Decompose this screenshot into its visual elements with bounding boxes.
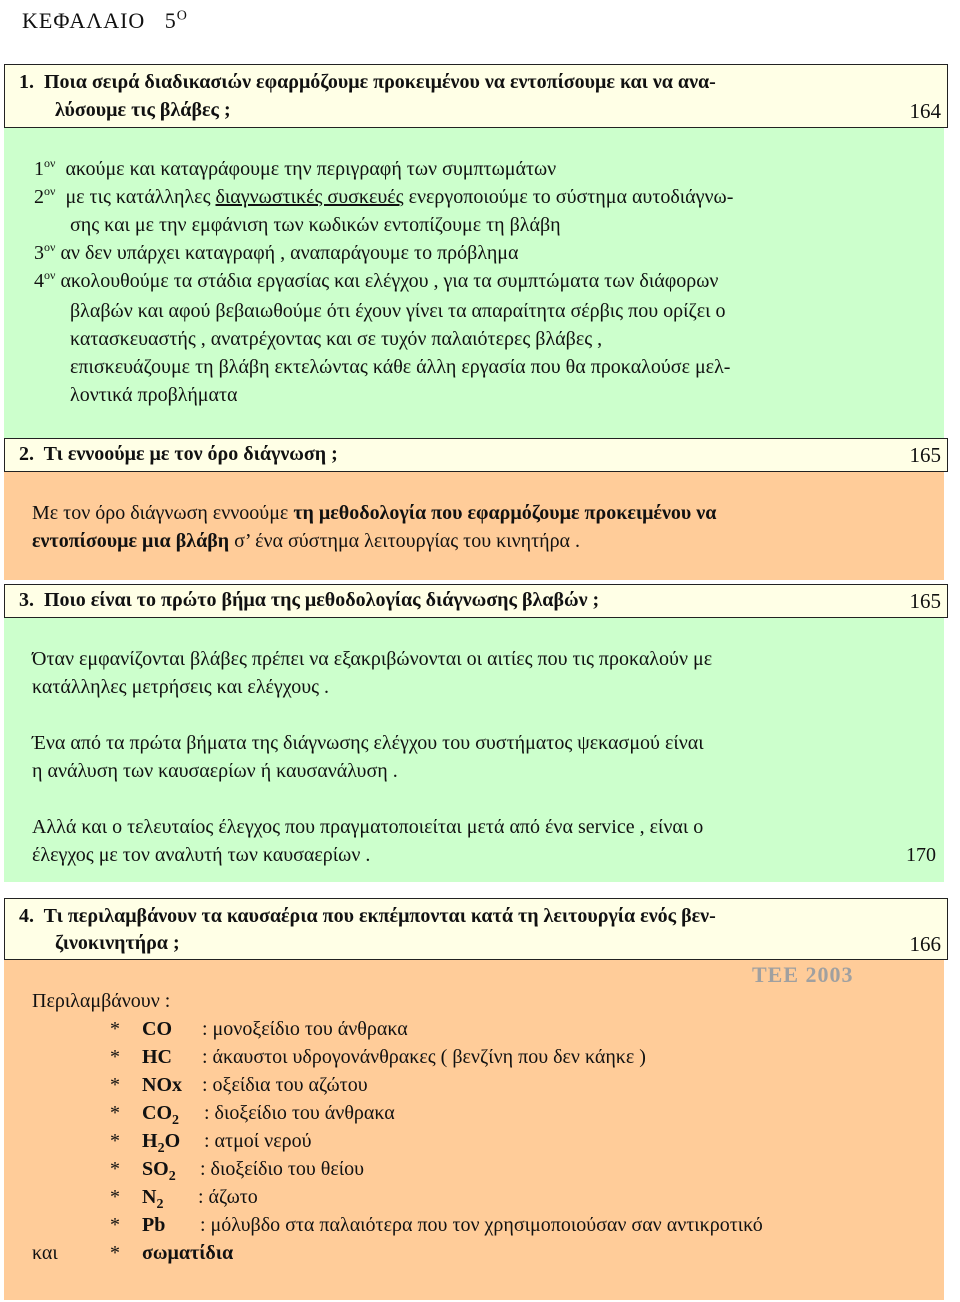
chapter-title xyxy=(22,8,188,34)
list-bullet: * xyxy=(110,1074,120,1096)
chapter-label: ΚΕΦΑΛΑΙΟ xyxy=(22,8,146,33)
list-bullet: * xyxy=(110,1158,120,1180)
list-bullet: * xyxy=(110,1242,120,1264)
list-bullet: * xyxy=(110,1214,120,1236)
emission-description: : άκαυστοι υδρογονάνθρακες ( βενζίνη που δεν κάηκε ) xyxy=(202,1046,646,1068)
emission-formula: Pb xyxy=(142,1214,166,1236)
emission-formula: $CO_2$ xyxy=(142,1102,179,1128)
answer-4-intro: Περιλαμβάνουν : xyxy=(32,990,171,1012)
list-bullet: * xyxy=(110,1102,120,1124)
question-4-line-1: 4. Τι περιλαμβάνουν τα καυσαέρια που εκπέμπονται κατά τη λειτουργία ενός βεν- xyxy=(19,905,716,927)
answer-3-line-6: έλεγχος με τον αναλυτή των καυσαερίων . xyxy=(32,844,371,866)
question-3-page: 165 xyxy=(909,589,941,613)
question-1-page: 164 xyxy=(909,99,941,123)
chapter-ordinal: Ο xyxy=(176,8,188,24)
answer-3-line-5: Αλλά και ο τελευταίος έλεγχος που πραγματοποιείται μετά από ένα service , είναι ο xyxy=(32,816,704,838)
list-bullet: * xyxy=(110,1046,120,1068)
answer-3-line-1: Όταν εμφανίζονται βλάβες πρέπει να εξακριβώνονται οι αιτίες που τις προκαλούν με xyxy=(32,648,713,670)
question-1-line-1: 1. Ποια σειρά διαδικασιών εφαρμόζουμε προκειμένου να εντοπίσουμε και να ανα- xyxy=(19,71,716,93)
question-2-text: 2. Τι εννοούμε με τον όρο διάγνωση ; xyxy=(19,443,338,465)
answer-1-step-1: $1^{o\nu}$ ακούμε και καταγράφουμε την περιγραφή των συμπτωμάτων xyxy=(34,156,557,180)
emission-formula: $N_2$ xyxy=(142,1186,164,1212)
question-1-box xyxy=(4,64,948,128)
answer-1-step-4-line-2: βλαβών και αφού βεβαιωθούμε ότι έχουν γίνει τα απαραίτητα σέρβις που ορίζει ο xyxy=(70,300,726,322)
emission-formula: $SO_2$ xyxy=(142,1158,176,1184)
question-3-text: 3. Ποιο είναι το πρώτο βήμα της μεθοδολογίας διάγνωσης βλαβών ; xyxy=(19,589,600,611)
answer-1-step-4-line-3: κατασκευαστής , ανατρέχοντας και σε τυχόν παλαιότερες βλάβες , xyxy=(70,328,603,350)
emission-formula: $H_2O$ xyxy=(142,1130,181,1156)
emission-formula: CO xyxy=(142,1018,172,1040)
question-1-line-2: λύσουμε τις βλάβες ; xyxy=(55,99,231,121)
emission-formula: σωματίδια xyxy=(142,1242,234,1264)
question-4-box xyxy=(4,898,948,960)
question-3-box xyxy=(4,584,948,618)
answer-1-step-2: $2^{o\nu}$ με τις κατάλληλες διαγνωστικές συσκευές ενεργοποιούμε το σύστημα αυτοδιάγνω- xyxy=(34,184,734,208)
emission-description: : μονοξείδιο του άνθρακα xyxy=(202,1018,408,1040)
answer-3-line-3: Ένα από τα πρώτα βήματα της διάγνωσης ελέγχου του συστήματος ψεκασμού είναι xyxy=(32,732,704,754)
source-label: ΤΕΕ 2003 xyxy=(752,962,854,987)
answer-1-box xyxy=(4,128,944,438)
emission-description: : διοξείδιο του θείου xyxy=(200,1158,365,1180)
answer-1-step-4: $4^{o\nu}$ ακολουθούμε τα στάδια εργασίας και ελέγχου , για τα συμπτώματα των διάφορων xyxy=(34,268,719,292)
list-bullet: * xyxy=(110,1130,120,1152)
emission-description: : οξείδια του αζώτου xyxy=(202,1074,368,1096)
answer-1-step-3: $3^{o\nu}$ αν δεν υπάρχει καταγραφή , αναπαράγουμε το πρόβλημα xyxy=(34,240,519,264)
list-conjunction: και xyxy=(32,1242,58,1264)
answer-3-page: 170 xyxy=(906,844,936,866)
question-2-page: 165 xyxy=(909,443,941,467)
emission-formula: NOx xyxy=(142,1074,182,1096)
question-4-line-2: ζινοκινητήρα ; xyxy=(55,932,180,954)
answer-2-line-2: εντοπίσουμε μια βλάβη σ’ ένα σύστημα λειτουργίας του κινητήρα . xyxy=(32,530,581,552)
answer-2-box xyxy=(4,472,944,580)
list-bullet: * xyxy=(110,1018,120,1040)
answer-2-line-1: Με τον όρο διάγνωση εννοούμε τη μεθοδολογία που εφαρμόζουμε προκειμένου να xyxy=(32,502,717,524)
answer-3-box xyxy=(4,618,944,882)
question-4-page: 166 xyxy=(909,932,941,956)
answer-1-step-2-cont: σης και με την εμφάνιση των κωδικών εντοπίζουμε τη βλάβη xyxy=(70,214,561,236)
answer-3-line-4: η ανάλυση των καυσαερίων ή καυσανάλυση . xyxy=(32,760,398,782)
question-1-number: 1. xyxy=(19,71,34,93)
chapter-number: 5 xyxy=(164,8,177,33)
emission-description: : διοξείδιο του άνθρακα xyxy=(204,1102,395,1124)
question-2-box xyxy=(4,438,948,472)
answer-1-step-4-line-4: επισκευάζουμε τη βλάβη εκτελώντας κάθε άλλη εργασία που θα προκαλούσε μελ- xyxy=(70,356,731,378)
answer-1-step-4-line-5: λοντικά προβλήματα xyxy=(70,384,238,406)
emission-description: : άζωτο xyxy=(198,1186,258,1208)
list-bullet: * xyxy=(110,1186,120,1208)
emission-description: : ατμοί νερού xyxy=(204,1130,312,1152)
emission-formula: HC xyxy=(142,1046,172,1068)
answer-3-line-2: κατάλληλες μετρήσεις και ελέγχους . xyxy=(32,676,330,698)
emission-description: : μόλυβδο στα παλαιότερα που τον χρησιμοποιούσαν σαν αντικροτικό xyxy=(200,1214,763,1236)
